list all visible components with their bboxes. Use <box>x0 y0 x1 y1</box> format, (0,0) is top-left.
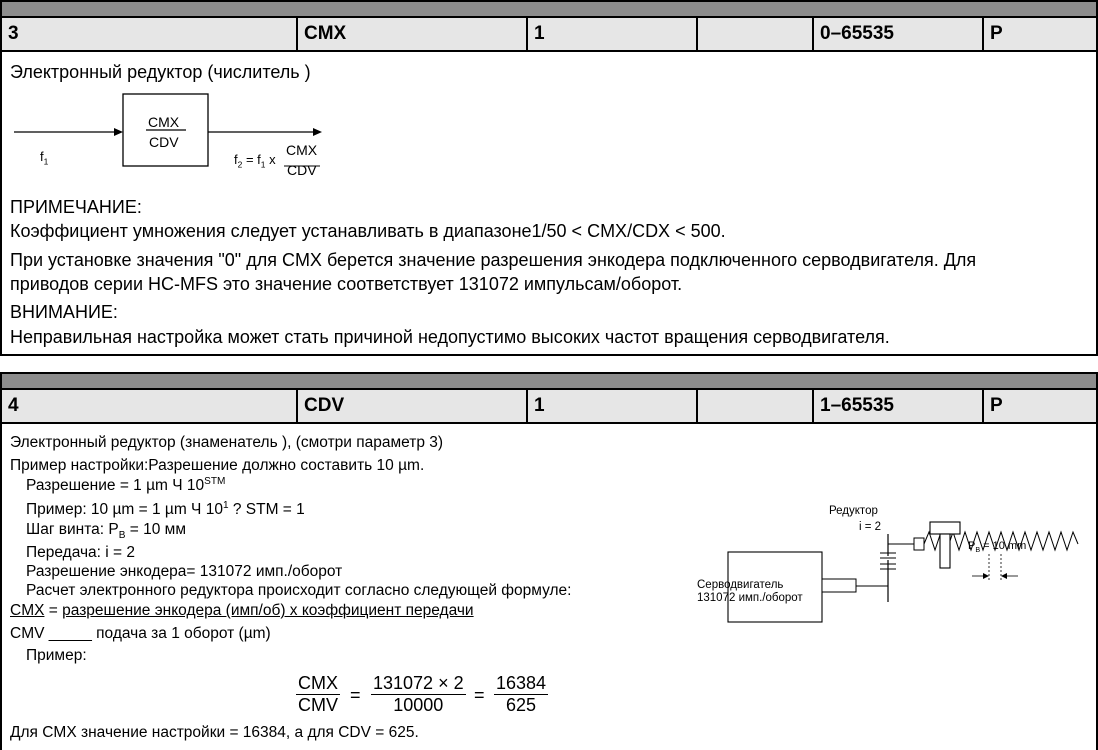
formula-fraction-1 <box>296 673 340 716</box>
param-3-header-row <box>2 18 1096 52</box>
p4-line-10: CMV _____ подача за 1 оборот (µm) <box>10 625 271 642</box>
param-3-title: Электронный редуктор (числитель ) <box>10 62 311 82</box>
pitch-label: $P_B = 10$ mm <box>968 540 1027 555</box>
p4-line-8: Расчет электронного редуктора происходит согласно следующей формуле: <box>26 582 572 599</box>
warning-line-1: Неправильная настройка может стать причиной недопустимо высоких частот вращения серводвигателя. <box>10 327 890 347</box>
param-4-initial-value: 1 <box>528 390 698 422</box>
pitch-arrow-right-head <box>1001 573 1007 579</box>
formula-den-3: 625 <box>506 695 537 715</box>
p4-line-5: Шаг винта: $P_B = 10$ мм <box>26 521 186 542</box>
table-nut <box>940 534 950 568</box>
gear-box-numerator: CMX <box>148 114 180 130</box>
pitch-arrow-left-head <box>983 573 989 579</box>
warning-title: ВНИМАНИЕ: <box>10 302 118 322</box>
note-line-1: Коэффициент умножения следует устанавливать в диапазоне1/50 < CMX/CDX < 500. <box>10 221 726 241</box>
formula-den-1: CMV <box>298 695 338 715</box>
param-3-body <box>2 52 1096 354</box>
p4-line-6: Передача: i = 2 <box>26 544 136 561</box>
gear-box-denominator: CDV <box>149 134 179 150</box>
p4-line-9: CMX = разрешение энкодера (имп/об) x коэффициент передачи <box>10 602 474 619</box>
param-4-number: 4 <box>2 390 298 422</box>
output-frequency-equation: $f_2 = f_1$ x <box>234 152 276 170</box>
param-3-block <box>0 0 1098 356</box>
output-fraction-denominator: CDV <box>287 162 317 178</box>
motor-label-1: Серводвигатель <box>697 579 784 591</box>
param-4-block <box>0 372 1098 750</box>
note-title: ПРИМЕЧАНИЕ: <box>10 197 142 217</box>
param-4-ref: P <box>990 395 1003 416</box>
param-3-number: 3 <box>2 18 298 50</box>
param-3-initial-value: 1 <box>528 18 698 50</box>
p4-line-7: Разрешение энкодера= 131072 имп./оборот <box>26 563 343 580</box>
formula-equals-1: = <box>350 685 361 705</box>
param-3-unit <box>698 18 814 50</box>
output-fraction-numerator: CMX <box>286 142 318 158</box>
p4-line-11: Пример: <box>26 647 87 664</box>
screw-coupling <box>914 538 924 550</box>
motor-shaft <box>822 579 856 592</box>
formula-num-3: 16384 <box>496 673 547 693</box>
param-4-unit <box>698 390 814 422</box>
formula-fraction-2 <box>371 673 466 716</box>
formula-fraction-3 <box>494 673 548 716</box>
formula-num-1: CMX <box>298 673 338 693</box>
param-4-symbol: CDV <box>298 390 528 422</box>
p4-line-1: Электронный редуктор (знаменатель ), (смотри параметр 3) <box>10 434 444 451</box>
input-frequency-label: $f_1$ <box>40 149 49 167</box>
note-line-2a: При установке значения "0" для CMX берется значение разрешения энкодера подключенного серводвигателя. Для <box>10 250 977 270</box>
param-4-topbar <box>2 374 1096 390</box>
param-3-ref: P <box>990 23 1003 44</box>
param-4-range: 1–65535 <box>814 390 984 422</box>
input-arrow-head <box>114 128 123 136</box>
formula-den-2: 10000 <box>393 695 444 715</box>
p4-result-line: Для CMX значение настройки = 16384, а для CDV = 625. <box>10 724 419 741</box>
p4-line-2: Пример настройки:Разрешение должно составить 10 µm. <box>10 457 425 474</box>
formula-num-2: 131072 × 2 <box>373 673 464 693</box>
p4-line-4: Пример: 10 µm = 1 µm Ч $10^1$ ? STM = 1 <box>26 500 305 519</box>
motor-label-2: 131072 имп./оборот <box>697 592 803 604</box>
param-4-header-row <box>2 390 1096 424</box>
p4-line-3: Разрешение = 1 µm Ч $10^{STM}$ <box>26 476 226 495</box>
note-line-2b: приводов серии HC-MFS это значение соответствует 131072 импульсам/оборот. <box>10 274 683 294</box>
formula-equals-2: = <box>474 685 485 705</box>
param-3-range: 0–65535 <box>814 18 984 50</box>
table-top <box>930 522 960 534</box>
gear-ratio-label: i = 2 <box>859 521 882 533</box>
param-3-topbar <box>2 2 1096 18</box>
param-3-symbol: CMX <box>298 18 528 50</box>
output-arrow-head <box>313 128 322 136</box>
param-4-body <box>2 424 1096 750</box>
gear-label: Редуктор <box>829 505 878 517</box>
